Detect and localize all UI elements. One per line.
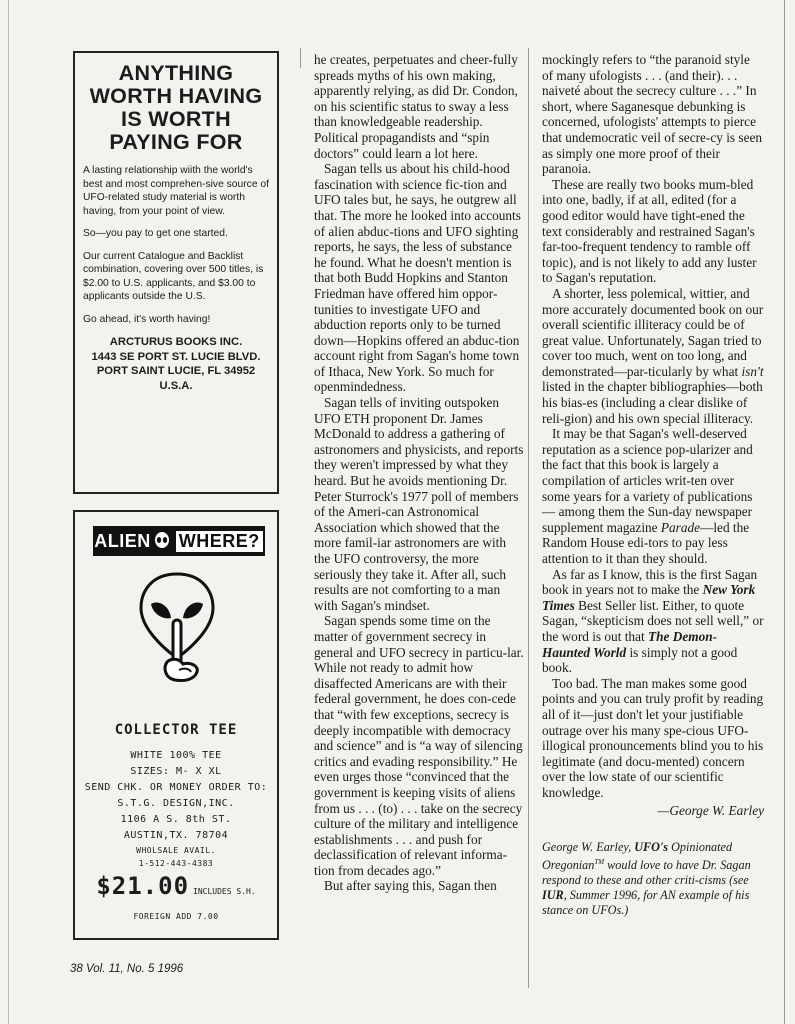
publication-title: New York Times [542,582,756,613]
alien-head-icon [154,532,170,550]
article-paragraph: Sagan tells us about his child-hood fascination with science fic-tion and UFO tales but, he says, he outgrew all that. The more he looked into accounts of alien abduc-tions and UFO sighting reports, he says, the less of substance he found. What he doesn't mention is that both Budd Hopkins and Stanton Friedman have offered him oppor-tunities to investigate UFO and abduction reports only to be turned down—Hopkins offered an abduc-tion account right from Sagan's home town of Ithaca, New York. So much for openmindedness. [314,161,521,395]
ad-paragraph: Go ahead, it's worth having! [83,313,211,325]
journal-name: IUR [542,888,564,903]
text-run: would love to have Dr. Sagan respond to these and other criti-cisms (see [542,858,751,888]
emphasis: isn't [741,363,764,379]
text-run: A shorter, less polemical, wittier, and more accurately documented book on our overall scientific illiteracy could be of great value. Unfortunately, Sagan tried to cover too much, went on too long, and demonstrated—par-ticularly by what [542,285,764,379]
price-row [75,872,277,900]
text-run: George W. Earley, [542,840,635,855]
tee-line: 1-512-443-4383 [138,859,214,868]
author-signature: —George W. Earley [657,802,764,818]
column-rule [528,48,529,988]
alien-where-banner [93,526,265,556]
article-paragraph: Sagan tells of inviting outspoken UFO ETH proponent Dr. James McDonald to address a gathering of astronomers and physicists, and reports they weren't impressed by what they heard. But he avoids mentioning Dr. Peter Sturrock's 1977 poll of members of the Ameri-can Astronomical Association which showed that the more famil-iar astronomers are with the UFO controversy, the more seriously they take it. After all, such results are not comforting to a man with Sagan's mindset. [314,395,524,613]
page-edge [8,0,9,1024]
arcturus-books-ad [73,51,279,494]
text-run: , Summer 1996, for AN example of his stance on UFOs.) [542,888,750,918]
address-line: PORT SAINT LUCIE, FL 34952 [96,365,256,377]
foreign-note: FOREIGN ADD 7.00 [133,912,219,921]
article-paragraph [542,286,764,426]
publication-title: Parade [660,519,701,535]
page-edge [784,0,785,1024]
article-paragraph: Too bad. The man makes some good points and you can truly profit by reading all of it—just don't let your justifiable outrage over his many spe-cious UFO-illogical pronouncements blind you to his legitimate (and docu-mented) concern over the low state of our scientific knowledge. [542,675,764,800]
alien-tee-ad [73,510,279,940]
text-run: Opinionated Oregonian [542,840,733,873]
alien-shush-icon [137,570,217,690]
article-paragraph [542,426,764,566]
article-paragraph: Sagan spends some time on the matter of government secrecy in general and UFO secrecy in particu-lar. While not ready to admit how disaffected Americans are with their federal government, he does con-cede that “with few exceptions, secrecy is deeply incompatible with democracy and science” and is “a way of silencing critics and evading responsibility.” He even urges those “convinced that the government is keeping visits of aliens from us . . . (to) . . . take on the secrecy culture of the military and intelligence establishments . . . and push for declassification of relevant informa-tion from decades ago.” [314,613,524,878]
article-paragraph [542,567,764,676]
article-paragraph: But after saying this, Sagan then [324,878,497,894]
price-note: INCLUDES S.H. [193,887,256,896]
magazine-name: UFO's [634,840,669,855]
tee-line: SIZES: M- X XL [130,766,222,777]
author-bio [542,840,764,918]
address-line: ARCTURUS BOOKS INC. [109,336,243,348]
article-paragraph: he creates, perpetuates and cheer-fully spreads myths of his own making, apparently relying, as did Dr. Condon, on his scientific status to sway a less than knowledgeable readership. Political propagandists and “spin doctors” could learn a lot here. [314,52,518,161]
tee-line: WHITE 100% TEE [130,750,222,761]
tee-line: SEND CHK. OR MONEY ORDER TO: [84,782,268,793]
article-column-1 [314,52,524,894]
trademark: TM [594,858,605,867]
text-run: Best Seller list. Either, to quote Sagan, “skepticism does not sell well,” or the word is out that [542,597,764,644]
tee-details [75,748,277,870]
text-run: As far as I know, this is the first Sagan book in years not to make the [542,566,758,598]
banner-word-left: ALIEN [94,530,151,551]
text-run: is simply not a good book. [542,644,738,676]
tee-line: WHOLSALE AVAIL. [136,846,216,855]
article-paragraph: These are really two books mum-bled into one, badly, if at all, edited (for a good editor would have tight-ened the text considerably and restrained Sagan's far-too-frequent tendency to ramble off topic), and is not likely to add any luster to Sagan's reputation. [542,176,757,286]
ad-paragraph: Our current Catalogue and Backlist combination, covering over 500 titles, is $2.00 to U.S. applicants, and $3.00 to applicants outside the U.S. [83,250,264,302]
text-run: listed in the chapter bibliographies—both his bias-es (including a clear dislike of reli-gion) and his own special illiteracy. [542,379,763,426]
tee-price: $21.00 [96,872,190,900]
ad-paragraph: A lasting relationship wiith the world's best and most comprehen-sive source of UFO-related study material is worth having, from your point of view. [83,165,270,217]
ad-headline: ANYTHING WORTH HAVING IS WORTH PAYING FOR [89,61,263,154]
book-title: The Demon-Haunted World [542,628,718,660]
article-paragraph: mockingly refers to “the paranoid style of many ufologists . . . (and their). . . naiveté about the secrecy culture . . .” In short, where Saganesque debunking is concerned, ufologists' attempts to pierce that undemocratic veil of secre-cy is seen as simply one more proof of their paranoia. [542,52,763,177]
address-line: 1443 SE PORT ST. LUCIE BLVD. [91,350,261,363]
tee-line: S.T.G. DESIGN,INC. [117,798,235,809]
text-run: —led the Random House edi-tors to pay less attention to it than they should. [542,519,750,566]
text-run: It may be that Sagan's well-deserved reputation as a science pop-ularizer and the fact that this book is largely a compilation of articles writ-ten over some years for a variety of publications — among them the Sun-day newspaper supplement magazine [542,426,753,535]
banner-word-right: WHERE? [175,530,264,553]
tee-line: 1106 A S. 8th ST. [120,814,232,825]
page-footer: 38 Vol. 11, No. 5 1996 [70,963,184,975]
ad-paragraph: So—you pay to get one started. [83,228,228,239]
address-line: U.S.A. [159,379,193,392]
ad-address [83,335,269,393]
column-rule [300,48,301,68]
tee-line: AUSTIN,TX. 78704 [123,830,229,841]
tee-title: COLLECTOR TEE [114,722,238,738]
article-column-2 [542,52,764,918]
